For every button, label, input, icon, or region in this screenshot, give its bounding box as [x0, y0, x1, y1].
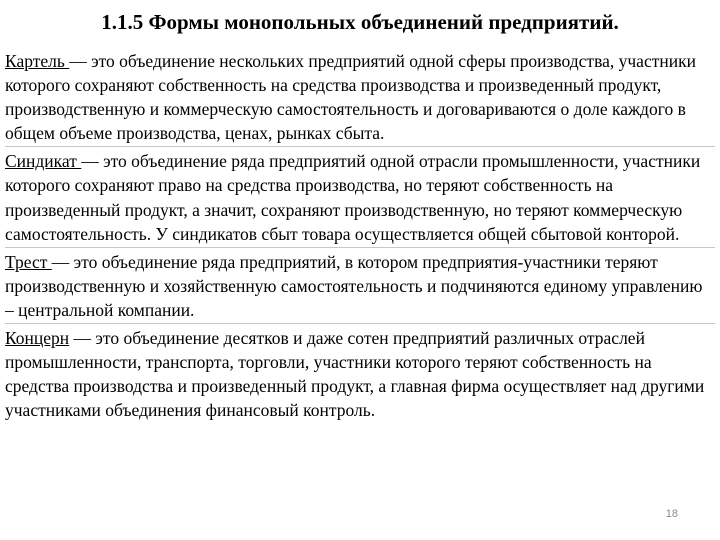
term-concern: Концерн — [5, 328, 70, 349]
page-title: 1.1.5 Формы монопольных объединений предприятий. — [101, 10, 619, 34]
definition-text-syndicate: — это объединение ряда предприятий одной отрасли промышленности, участники которого сохраняют право на средства производства, но теряют собственность на произведенный продукт, а значит, сохраняют производственную, но теряют коммерческую самостоятельность. У синдикатов сбыт товара осуществляется общей сбытовой конторой. — [5, 151, 701, 244]
definition-concern — [5, 323, 715, 423]
definition-syndicate — [5, 146, 715, 246]
definition-cartel — [5, 49, 715, 146]
definition-text-cartel: — это объединение нескольких предприятий одной сферы производства, участники которого сохраняют собственность на средства производства и произведенный продукт, производственную и коммерческую самостоятельность и договариваются о доле каждого в общем объеме производства, ценах, рынках сбыта. — [5, 51, 696, 144]
definition-text-trust: — это объединение ряда предприятий, в котором предприятия-участники теряют производственную и хозяйственную самостоятельность и подчиняются единому управлению – центральной компании. — [5, 251, 703, 320]
page-number: 18 — [665, 508, 678, 520]
term-syndicate: Синдикат — [5, 151, 82, 172]
definition-text-concern: — это объединение десятков и даже сотен предприятий различных отраслей промышленности, транспорта, торговли, участники которого теряют собственность на средства производства и произведенный продукт, а главная фирма осуществляет над другими участниками объединения финансовый контроль. — [5, 328, 705, 421]
definition-trust — [5, 247, 715, 323]
definitions-list — [5, 49, 715, 423]
term-trust: Трест — [5, 251, 52, 272]
term-cartel: Картель — [5, 51, 70, 71]
